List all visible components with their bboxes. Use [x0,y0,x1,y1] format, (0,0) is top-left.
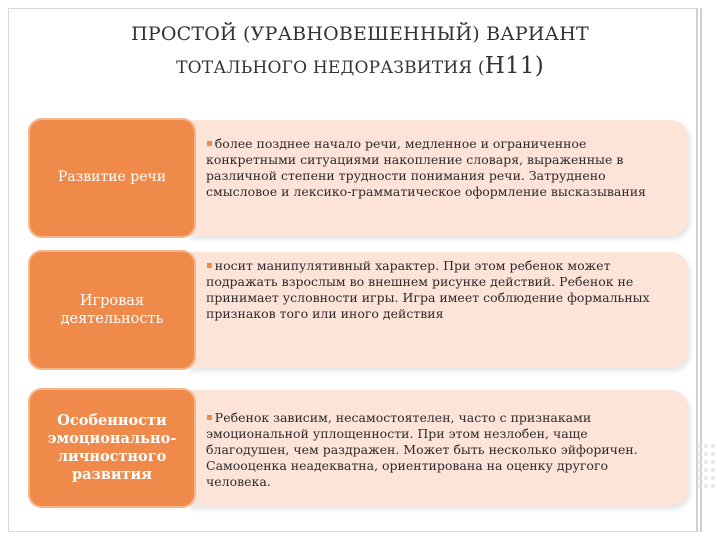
title-line-2-text: ТОТАЛЬНОГО НЕДОРАЗВИТИЯ ( [176,58,485,79]
bullet-icon: ▪ [206,260,213,271]
decorative-dots-icon [694,440,716,520]
row-description [206,410,666,489]
row-label-box [28,118,196,238]
row-label: Развитие речи [57,169,167,186]
row-label: Особенности эмоционально-личностного развития [47,411,177,484]
row-description-text: Ребенок зависим, несамостоятелен, часто с признаками эмоциональной уплощенности. При этом незлобен, чаще благодушен, чем раздражен. Может быть несколько эйфоричен. Самооценка неадекватна, ориентирована на оценку другого человека. [206,410,638,489]
slide-title [0,20,720,85]
bullet-icon: ▪ [206,138,213,149]
row-description [206,136,666,200]
title-code: Н11) [484,53,544,80]
bullet-icon: ▪ [206,412,213,423]
row-description-text: носит манипулятивный характер. При этом ребенок может подражать взрослым во внешнем рисунке действий. Ребенок не принимает условности игры. Игра имеет соблюдение формальных признаков того или иного действия [206,258,650,321]
row-description [206,258,666,322]
row-label-box [28,250,196,370]
row-label: Игровая деятельность [60,292,164,327]
title-line-2 [0,49,720,85]
row-description-text: более позднее начало речи, медленное и ограниченное конкретными ситуациями накопление словаря, выраженные в различной степени трудности понимания речи. Затруднено смысловое и лексико-грамматическое оформление высказывания [206,136,646,199]
row-label-box [28,388,196,508]
title-line-1: ПРОСТОЙ (УРАВНОВЕШЕННЫЙ) ВАРИАНТ [131,23,589,45]
